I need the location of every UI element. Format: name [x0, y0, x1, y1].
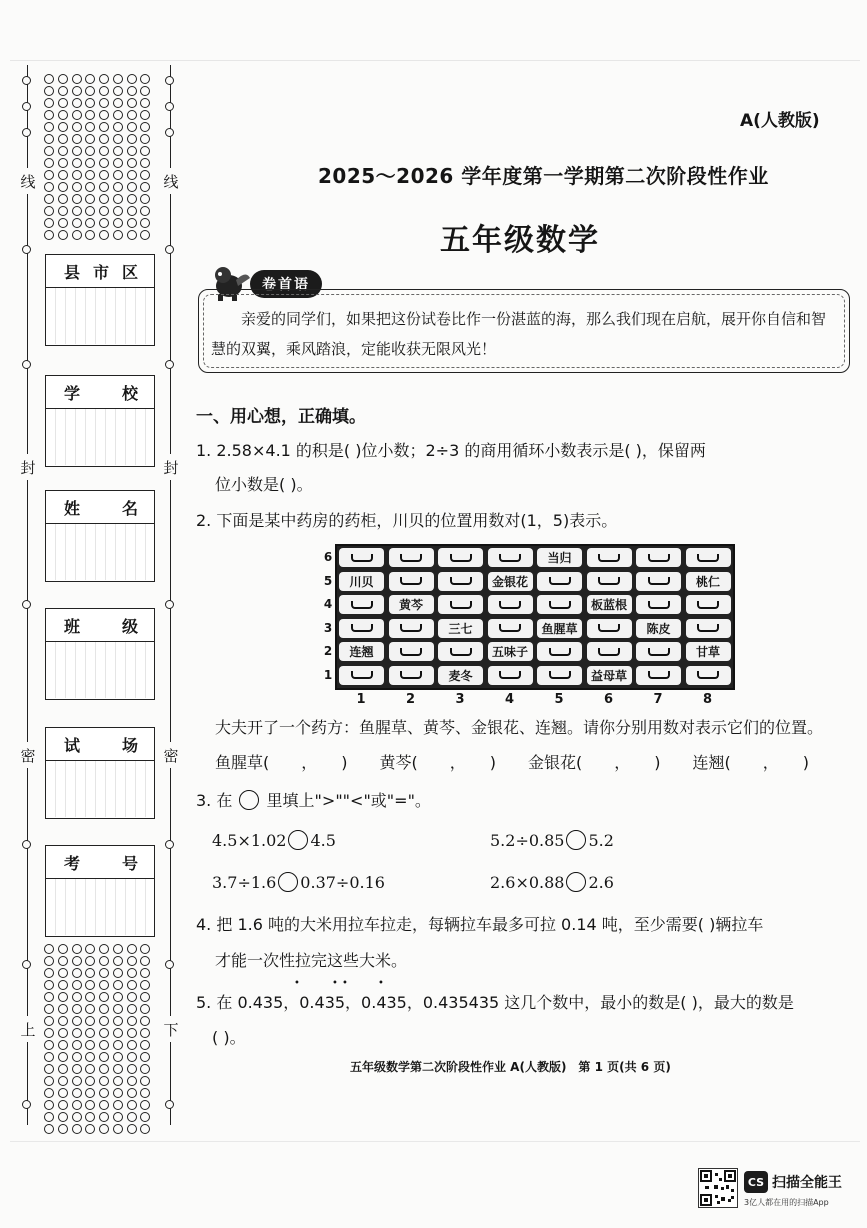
question-5-line-1: 5. 在 0.435，0.435，0.435，0.435435 这几个数中，最小的数是( )，最大的数是	[196, 993, 794, 1012]
drawer-handle-icon	[636, 572, 681, 591]
foreword-badge: 卷首语	[250, 270, 322, 298]
answer-circle-icon[interactable]	[566, 872, 586, 892]
cabinet-row-label: 6	[323, 550, 333, 564]
answer-circle-icon	[239, 790, 259, 810]
drawer-handle-icon	[488, 619, 533, 638]
binding-marker: 上	[20, 1021, 36, 1039]
compare-left: 5.2÷0.85	[490, 831, 565, 850]
answer-circle-icon[interactable]	[278, 872, 298, 892]
cabinet-col-label: 2	[405, 692, 416, 707]
camscanner-tagline: 3亿人都在用的扫描App	[744, 1198, 829, 1207]
drawer-handle-icon	[389, 666, 434, 685]
binding-marker: 封	[163, 459, 179, 477]
field-label: 试 场	[46, 728, 154, 761]
question-2-line-1: 2. 下面是某中药房的药柜，川贝的位置用数对(1，5)表示。	[196, 511, 618, 530]
cabinet-row-label: 5	[323, 573, 333, 588]
exam-title: 2025～2026 学年度第一学期第二次阶段性作业	[318, 164, 769, 188]
drawer-handle-icon	[339, 619, 384, 638]
compare-left: 4.5×1.02	[212, 831, 287, 850]
question-4-line-1: 4. 把 1.6 吨的大米用拉车拉走，每辆拉车最多可拉 0.14 吨，至少需要( )辆拉车	[196, 915, 764, 934]
cabinet-drawer-label: 甘草	[686, 642, 731, 661]
field-county[interactable]	[45, 254, 155, 346]
page-footer: 五年级数学第二次阶段性作业 A(人教版) 第 1 页(共 6 页)	[350, 1060, 671, 1074]
cabinet-col-label: 3	[455, 692, 465, 707]
drawer-handle-icon	[389, 619, 434, 638]
drawer-handle-icon	[389, 548, 434, 567]
cabinet-col-label: 8	[702, 692, 713, 707]
cabinet-drawer-label: 板蓝根	[587, 595, 632, 614]
compare-right: 0.37÷0.16	[300, 873, 385, 892]
compare-item	[212, 872, 385, 892]
answer-circle-icon[interactable]	[566, 830, 586, 850]
drawer-handle-icon	[686, 548, 731, 567]
section-title: 一、用心想，正确填。	[196, 407, 366, 427]
drawer-handle-icon	[636, 548, 681, 567]
binding-marker: 线	[163, 173, 179, 191]
cabinet-drawer-label: 黄芩	[389, 595, 434, 614]
cabinet-drawer-label: 桃仁	[686, 572, 731, 591]
cabinet-drawer-label: 三七	[438, 619, 483, 638]
drawer-handle-icon	[389, 572, 434, 591]
compare-right: 5.2	[588, 831, 614, 850]
binding-marker: 密	[163, 747, 179, 765]
cabinet-col-label: 5	[554, 692, 564, 707]
repeating-decimal-dots: •	[294, 978, 300, 989]
camscanner-name: 扫描全能王	[772, 1175, 842, 1191]
drawer-handle-icon	[339, 666, 384, 685]
drawer-handle-icon	[438, 642, 483, 661]
field-name[interactable]	[45, 490, 155, 582]
cabinet-col-label: 4	[504, 692, 515, 707]
drawer-handle-icon	[488, 548, 533, 567]
drawer-handle-icon	[636, 595, 681, 614]
compare-item	[490, 830, 614, 850]
cabinet-drawer-label: 金银花	[488, 572, 533, 591]
field-label: 考 号	[46, 846, 154, 879]
qr-code-icon	[698, 1168, 738, 1208]
edition-label: A(人教版)	[740, 111, 820, 131]
cabinet-col-label: 7	[653, 692, 663, 707]
drawer-handle-icon	[537, 595, 582, 614]
binding-marker: 下	[163, 1021, 179, 1039]
question-3-suffix: 里填上">""<"或"="。	[266, 791, 431, 810]
compare-left: 3.7÷1.6	[212, 873, 277, 892]
question-1-line-2: 位小数是( )。	[215, 475, 313, 494]
cabinet-row-label: 1	[323, 667, 333, 682]
question-5-line-2: ( )。	[212, 1028, 246, 1047]
cabinet-drawer-label: 陈皮	[636, 619, 681, 638]
foreword-text: 亲爱的同学们，如果把这份试卷比作一份湛蓝的海，那么我们现在启航，展开你自信和智慧的双翼，乘风踏浪，定能收获无限风光！	[211, 310, 827, 358]
answer-circle-icon[interactable]	[288, 830, 308, 850]
cabinet-drawer-label: 连翘	[339, 642, 384, 661]
drawer-handle-icon	[537, 642, 582, 661]
medicine-cabinet	[323, 544, 735, 707]
compare-item	[490, 872, 614, 892]
cabinet-row-label: 4	[323, 597, 333, 611]
drawer-handle-icon	[488, 666, 533, 685]
drawer-handle-icon	[686, 666, 731, 685]
camscanner-logo: CS	[744, 1171, 768, 1193]
cabinet-col-label: 1	[356, 692, 366, 707]
field-label: 姓 名	[46, 491, 154, 524]
question-1-line-1: 1. 2.58×4.1 的积是( )位小数；2÷3 的商用循环小数表示是( )，保留两	[196, 441, 706, 460]
compare-item	[212, 830, 336, 850]
drawer-handle-icon	[587, 619, 632, 638]
drawer-handle-icon	[686, 595, 731, 614]
dot-pattern-top	[44, 74, 154, 240]
compare-left: 2.6×0.88	[490, 873, 565, 892]
compare-right: 2.6	[588, 873, 614, 892]
cabinet-drawer-label: 川贝	[339, 572, 384, 591]
binding-marker: 线	[20, 173, 36, 191]
field-label: 学 校	[46, 376, 154, 409]
drawer-handle-icon	[636, 642, 681, 661]
drawer-handle-icon	[438, 595, 483, 614]
drawer-handle-icon	[438, 572, 483, 591]
cabinet-drawer-label: 益母草	[587, 666, 632, 685]
drawer-handle-icon	[339, 548, 384, 567]
drawer-handle-icon	[537, 666, 582, 685]
question-2-text: 大夫开了一个药方：鱼腥草、黄芩、金银花、连翘。请你分别用数对表示它们的位置。	[215, 718, 824, 737]
drawer-handle-icon	[636, 666, 681, 685]
drawer-handle-icon	[438, 548, 483, 567]
drawer-handle-icon	[686, 619, 731, 638]
cabinet-row-label: 3	[323, 620, 333, 635]
compare-right: 4.5	[310, 831, 336, 850]
drawer-handle-icon	[587, 548, 632, 567]
field-class[interactable]	[45, 608, 155, 700]
drawer-handle-icon	[587, 572, 632, 591]
subject-title: 五年级数学	[440, 223, 600, 258]
drawer-handle-icon	[488, 595, 533, 614]
drawer-handle-icon	[389, 642, 434, 661]
drawer-handle-icon	[339, 595, 384, 614]
drawer-handle-icon	[537, 572, 582, 591]
binding-marker: 封	[20, 459, 36, 477]
dot-pattern-bottom	[44, 944, 154, 1134]
foreword-box	[198, 289, 850, 373]
field-exam-number[interactable]	[45, 845, 155, 937]
cabinet-col-label: 6	[603, 692, 614, 707]
field-label: 县 市 区	[46, 255, 154, 288]
cabinet-drawer-label: 当归	[537, 548, 582, 567]
cabinet-row-label: 2	[323, 644, 333, 658]
field-label: 班 级	[46, 609, 154, 642]
cabinet-drawer-label: 麦冬	[438, 666, 483, 685]
drawer-handle-icon	[587, 642, 632, 661]
field-school[interactable]	[45, 375, 155, 467]
cabinet-drawer-label: 鱼腥草	[537, 619, 582, 638]
question-3-instruction	[196, 788, 431, 811]
question-3-prefix: 3. 在	[196, 791, 233, 810]
question-4-line-2: 才能一次性拉完这些大米。	[215, 951, 408, 970]
cabinet-drawer-label: 五味子	[488, 642, 533, 661]
binding-marker: 密	[20, 747, 36, 765]
question-2-answers: 鱼腥草( ， ) 黄芩( ， ) 金银花( ， ) 连翘( ， )	[215, 753, 809, 772]
field-exam-room[interactable]	[45, 727, 155, 819]
